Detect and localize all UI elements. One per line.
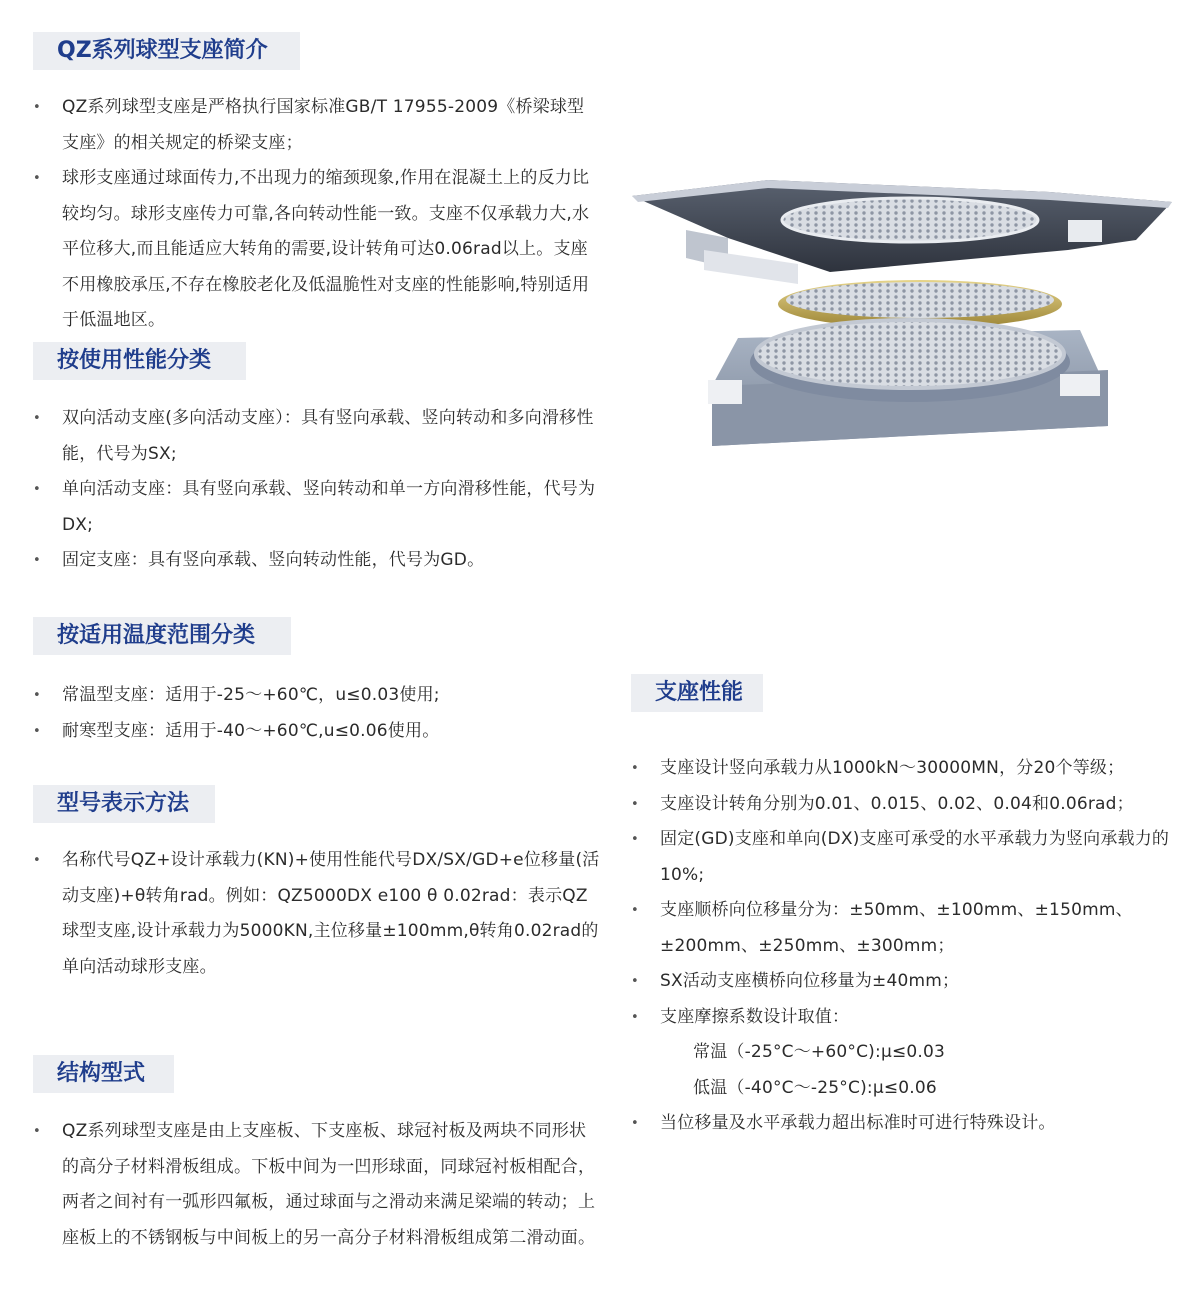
list-item: • 耐寒型支座：适用于-40～+60℃,u≤0.06使用。 xyxy=(33,714,601,750)
bearing-performance-list xyxy=(631,751,1176,1142)
bearing-illustration xyxy=(620,108,1180,484)
list-item: • QZ系列球型支座是严格执行国家标准GB/T 17955-2009《桥梁球型支座》的相关规定的桥梁支座； xyxy=(33,90,601,161)
list-item: • 支座摩擦系数设计取值： xyxy=(631,1000,1176,1036)
section-heading-intro: QZ系列球型支座简介 xyxy=(33,32,300,70)
list-item: • SX活动支座横桥向位移量为±40mm； xyxy=(631,964,1176,1000)
list-item: • QZ系列球型支座是由上支座板、下支座板、球冠衬板及两块不同形状的高分子材料滑板组成。下板中间为一凹形球面，同球冠衬板相配合，两者之间衬有一弧形四氟板，通过球面与之滑动来满足梁端的转动；上座板上的不锈钢板与中间板上的另一高分子材料滑板组成第二滑动面。 xyxy=(33,1114,601,1256)
list-item: • 单向活动支座：具有竖向承载、竖向转动和单一方向滑移性能，代号为DX; xyxy=(33,472,601,543)
list-item: • 常温型支座：适用于-25～+60℃，u≤0.03使用; xyxy=(33,678,601,714)
list-item: • 当位移量及水平承载力超出标准时可进行特殊设计。 xyxy=(631,1106,1176,1142)
list-item: • 球形支座通过球面传力,不出现力的缩颈现象,作用在混凝土上的反力比较均匀。球形支座传力可靠,各向转动性能一致。支座不仅承载力大,水平位移大,而且能适应大转角的需要,设计转角可达0.06rad以上。支座不用橡胶承压,不存在橡胶老化及低温脆性对支座的性能影响,特别适用于低温地区。 xyxy=(33,161,601,339)
section-heading-structure: 结构型式 xyxy=(33,1055,174,1093)
list-item: • 双向活动支座(多向活动支座）：具有竖向承载、竖向转动和多向滑移性能，代号为SX; xyxy=(33,401,601,472)
temperature-class-list xyxy=(33,678,601,749)
structure-list xyxy=(33,1114,601,1256)
section-heading-bearing-performance: 支座性能 xyxy=(631,674,763,712)
section-heading-temperature-class: 按适用温度范围分类 xyxy=(33,617,291,655)
performance-class-list xyxy=(33,401,601,579)
model-notation-list xyxy=(33,843,601,985)
list-item: • 固定(GD)支座和单向(DX)支座可承受的水平承载力为竖向承载力的10%; xyxy=(631,822,1176,893)
list-subitem: 常温（-25°C～+60°C):μ≤0.03 xyxy=(693,1042,946,1062)
list-item: • 固定支座：具有竖向承载、竖向转动性能，代号为GD。 xyxy=(33,543,601,579)
list-item: • 名称代号QZ+设计承载力(KN)+使用性能代号DX/SX/GD+e位移量(活动支座)+θ转角rad。例如：QZ5000DX e100 θ 0.02rad：表示QZ球型支座,设计承载力为5000KN,主位移量±100mm,θ转角0.02rad的单向活动球形支座。 xyxy=(33,843,601,985)
section-heading-performance-class: 按使用性能分类 xyxy=(33,342,246,380)
list-subitem: 低温（-40°C～-25°C):μ≤0.06 xyxy=(693,1077,937,1098)
list-item: • 支座设计转角分别为0.01、0.015、0.02、0.04和0.06rad； xyxy=(631,787,1176,823)
section-heading-model-notation: 型号表示方法 xyxy=(33,785,215,823)
intro-list xyxy=(33,90,601,339)
spherical-bearing-exploded-icon xyxy=(620,108,1180,484)
list-item: • 支座设计竖向承载力从1000kN～30000MN，分20个等级； xyxy=(631,751,1176,787)
list-item: • 支座顺桥向位移量分为：±50mm、±100mm、±150mm、±200mm、±250mm、±300mm； xyxy=(631,893,1176,964)
